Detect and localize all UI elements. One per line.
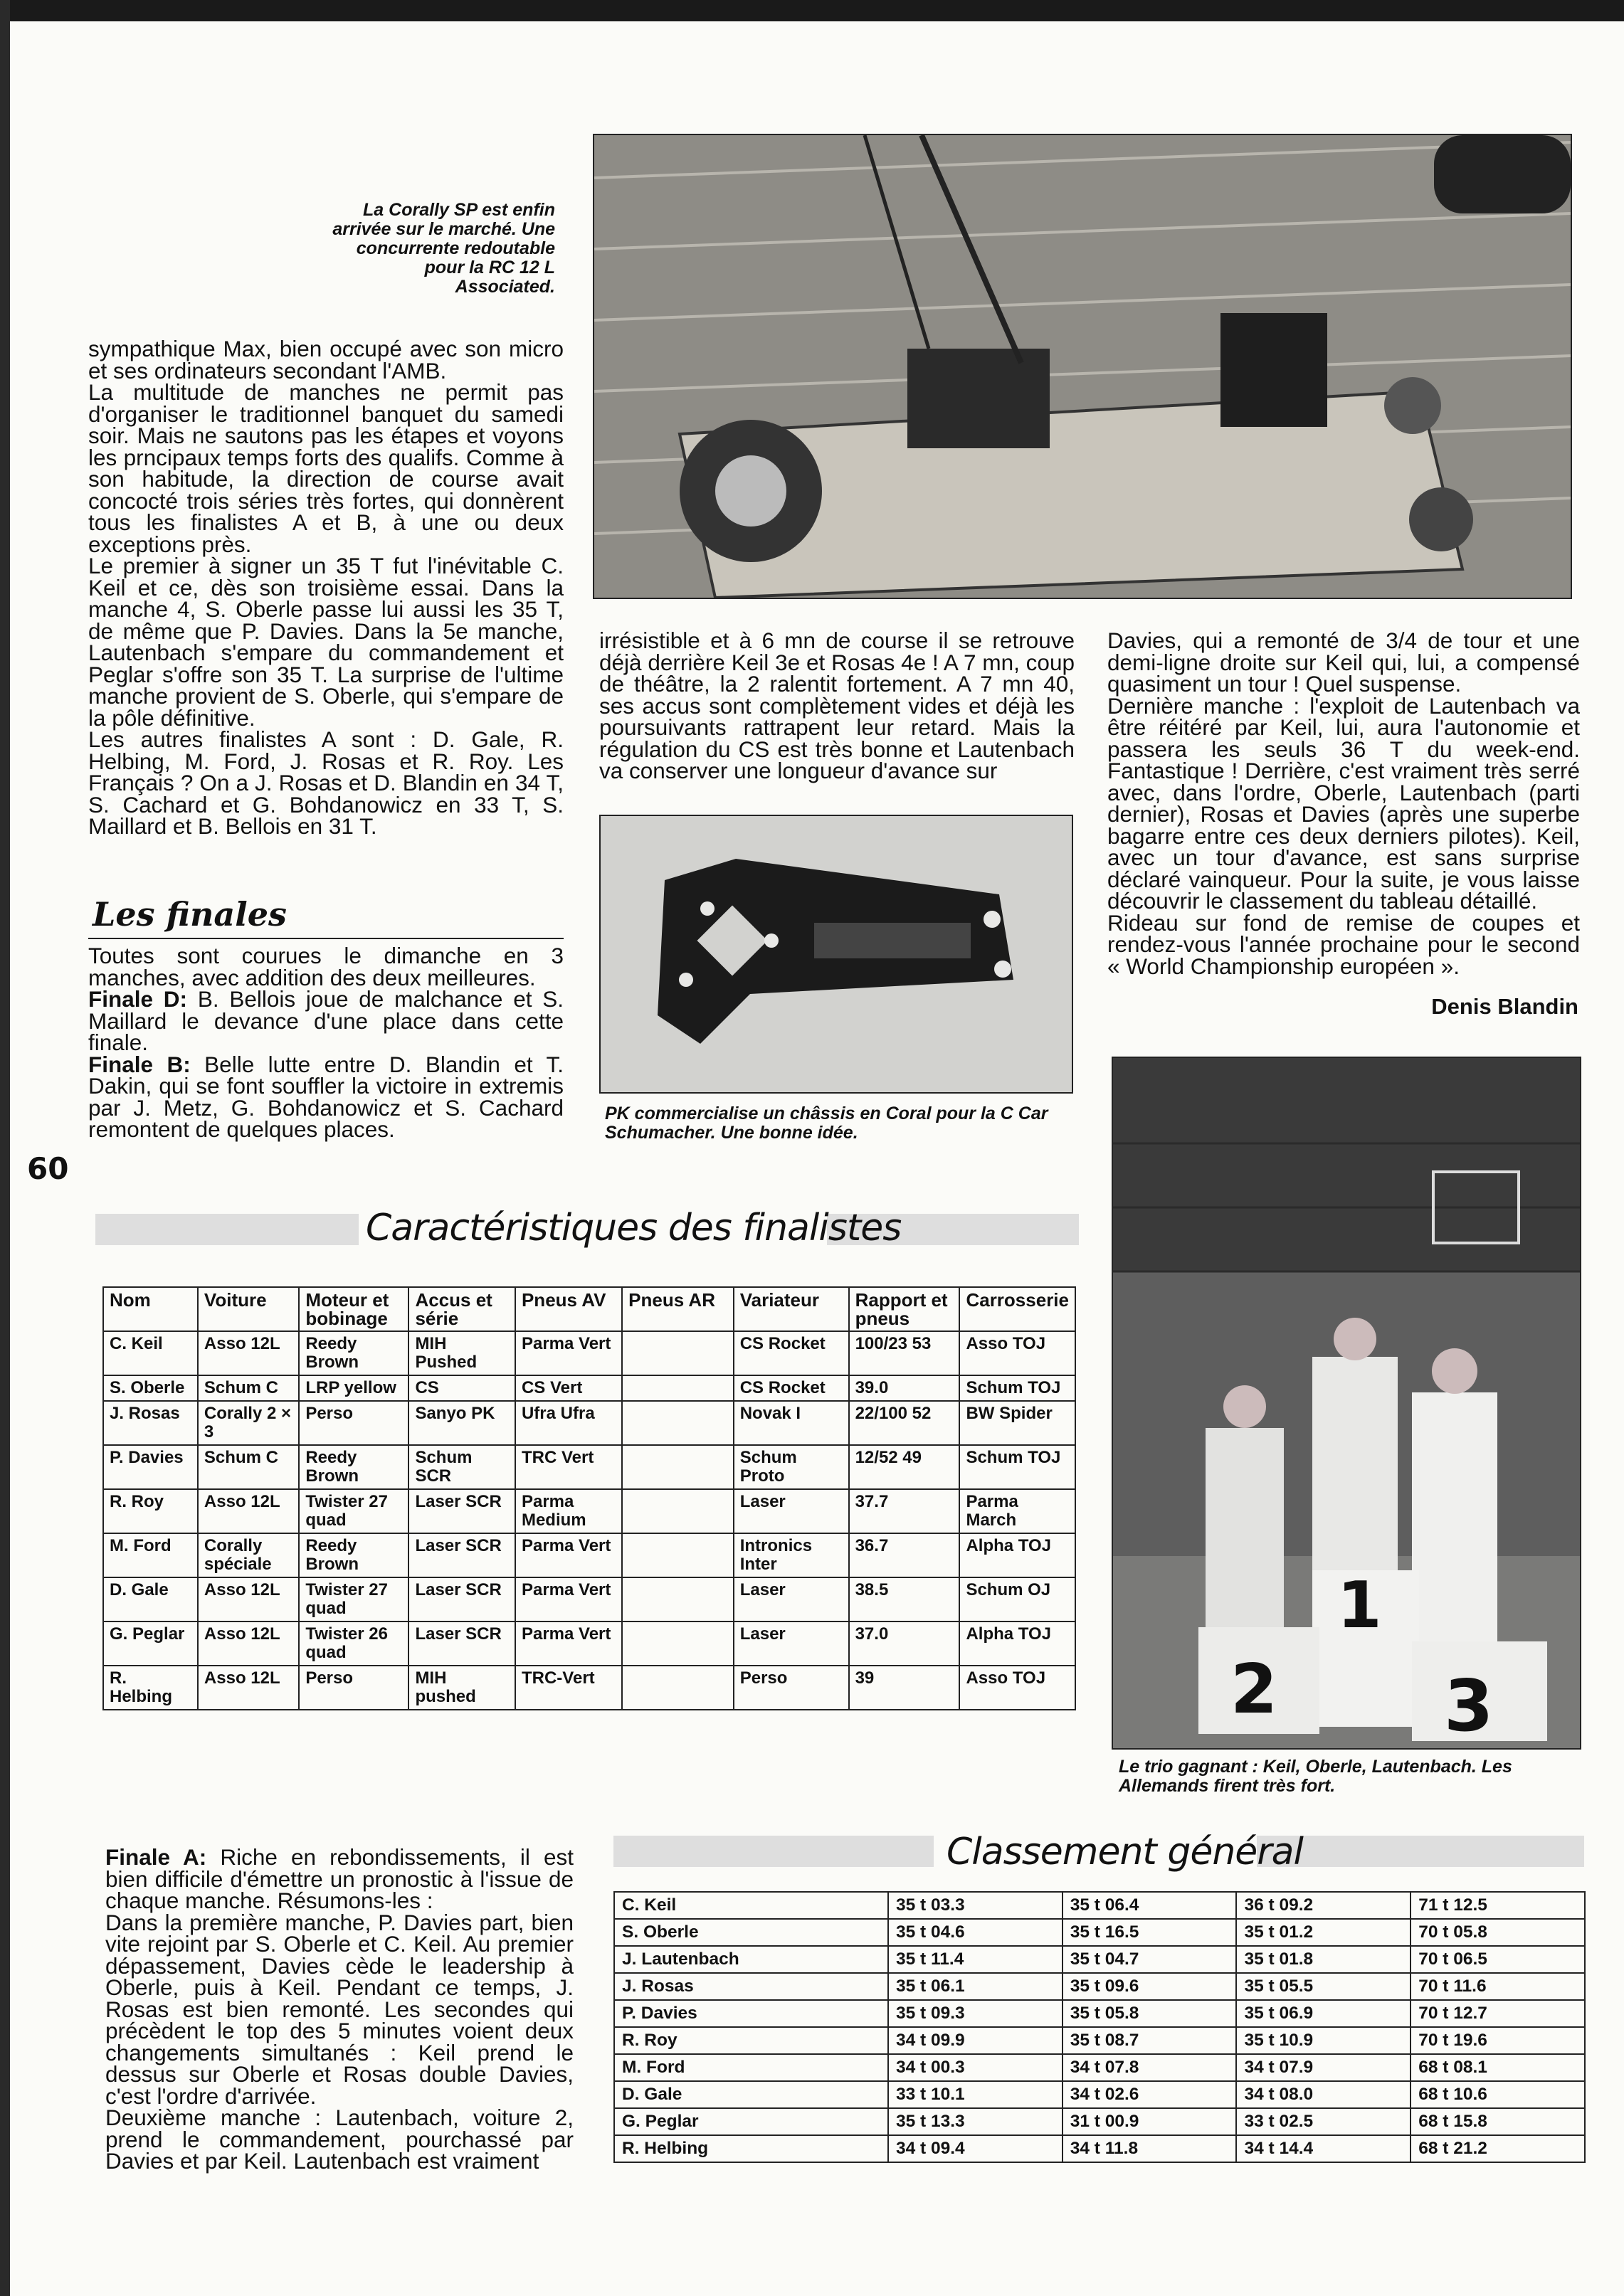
ranking-time: 34 t 11.8: [1063, 2135, 1237, 2162]
table-cell: MIH Pushed: [408, 1331, 515, 1375]
ranking-time: 34 t 09.9: [888, 2027, 1063, 2054]
ranking-driver: J. Lautenbach: [614, 1946, 888, 1973]
table-cell: 37.7: [849, 1489, 960, 1533]
ranking-time: 35 t 08.7: [1063, 2027, 1237, 2054]
table-cell: Parma Vert: [515, 1622, 622, 1666]
table-cell: Laser SCR: [408, 1489, 515, 1533]
table-row: [103, 1622, 1075, 1666]
table-cell: [622, 1401, 734, 1445]
table-cell: Corally 2 × 3: [198, 1401, 299, 1445]
table-cell: [622, 1489, 734, 1533]
table-cell: CS Rocket: [734, 1331, 849, 1375]
table-cell: Schum C: [198, 1375, 299, 1401]
podium-illustration: [1113, 1058, 1580, 1748]
ranking-time: 35 t 16.5: [1063, 1919, 1237, 1946]
ranking-time: 34 t 14.4: [1236, 2135, 1411, 2162]
ranking-row: [614, 2027, 1585, 2054]
ranking-time: 35 t 03.3: [888, 1892, 1063, 1919]
ranking-row: [614, 2000, 1585, 2027]
column-header: Voiture: [198, 1287, 299, 1331]
table-cell: Alpha TOJ: [959, 1622, 1075, 1666]
ranking-time: 68 t 15.8: [1411, 2108, 1585, 2135]
table-cell: Sanyo PK: [408, 1401, 515, 1445]
table-cell: 12/52 49: [849, 1445, 960, 1489]
photo-pk-chassis: [599, 815, 1073, 1094]
paragraph: [88, 988, 564, 1054]
table-cell: Twister 27 quad: [299, 1489, 408, 1533]
ranking-time: 35 t 09.6: [1063, 1973, 1237, 2000]
ranking-time: 70 t 12.7: [1411, 2000, 1585, 2027]
table-cell: M. Ford: [103, 1533, 198, 1577]
chassis-illustration: [601, 816, 1072, 1092]
scan-top-border: [0, 0, 1624, 21]
finale-a-column: [105, 1846, 574, 2172]
table-cell: Asso 12L: [198, 1577, 299, 1622]
table-cell: Laser: [734, 1577, 849, 1622]
article-column-2: [599, 630, 1075, 782]
finale-a-text: Riche en rebondissements, il est bien difficile d'émettre un pronostic à l'issue de chaque manche. Résumons-les :: [105, 1844, 574, 1913]
specs-title-band-left: [95, 1214, 359, 1245]
table-cell: Parma Medium: [515, 1489, 622, 1533]
table-cell: Laser: [734, 1622, 849, 1666]
ranking-row: [614, 2135, 1585, 2162]
ranking-time: 35 t 11.4: [888, 1946, 1063, 1973]
table-cell: Alpha TOJ: [959, 1533, 1075, 1577]
column-header: Variateur: [734, 1287, 849, 1331]
ranking-time: 35 t 06.4: [1063, 1892, 1237, 1919]
ranking-title: Classement général: [947, 1831, 1303, 1873]
ranking-row: [614, 2054, 1585, 2081]
paragraph: [105, 1846, 574, 1912]
ranking-time: 71 t 12.5: [1411, 1892, 1585, 1919]
caption-corally-car: La Corally SP est enfin arrivée sur le marché. Une concurrente redoutable pour la RC 12 L Associated.: [332, 200, 555, 297]
column-header: Carrosserie: [959, 1287, 1075, 1331]
table-cell: Asso TOJ: [959, 1666, 1075, 1710]
page-number: 60: [27, 1151, 69, 1186]
ranking-time: 35 t 04.7: [1063, 1946, 1237, 1973]
ranking-time: 35 t 06.9: [1236, 2000, 1411, 2027]
column-header: Nom: [103, 1287, 198, 1331]
paragraph: Le premier à signer un 35 T fut l'inévitable C. Keil et ce, dès son troisième essai. Dans la manche 4, S. Oberle passe lui aussi les 35 T, de même que P. Davies. Dans la 5e manche, Lautenbach s'empare du commandement et Peglar s'offre son 35 T. La surprise de l'ultime manche provient de S. Oberle, qui s'empare de la pôle définitive.: [88, 553, 564, 731]
ranking-driver: P. Davies: [614, 2000, 888, 2027]
table-cell: Laser SCR: [408, 1577, 515, 1622]
ranking-time: 35 t 05.5: [1236, 1973, 1411, 2000]
table-cell: 100/23 53: [849, 1331, 960, 1375]
table-cell: TRC Vert: [515, 1445, 622, 1489]
column-header: Pneus AR: [622, 1287, 734, 1331]
table-cell: Asso 12L: [198, 1666, 299, 1710]
ranking-time: 70 t 19.6: [1411, 2027, 1585, 2054]
table-cell: BW Spider: [959, 1401, 1075, 1445]
ranking-driver: R. Helbing: [614, 2135, 888, 2162]
ranking-time: 70 t 11.6: [1411, 1973, 1585, 2000]
ranking-time: 35 t 10.9: [1236, 2027, 1411, 2054]
table-cell: Schum TOJ: [959, 1375, 1075, 1401]
ranking-time: 34 t 07.9: [1236, 2054, 1411, 2081]
ranking-time: 35 t 01.2: [1236, 1919, 1411, 1946]
table-cell: [622, 1577, 734, 1622]
ranking-time: 35 t 13.3: [888, 2108, 1063, 2135]
table-cell: Parma Vert: [515, 1577, 622, 1622]
ranking-table-body: [614, 1892, 1585, 2162]
car-illustration: [594, 135, 1571, 598]
specs-table-body: [103, 1331, 1075, 1710]
table-cell: Parma Vert: [515, 1533, 622, 1577]
scan-left-border: [0, 0, 10, 2296]
ranking-time: 68 t 08.1: [1411, 2054, 1585, 2081]
table-cell: [622, 1666, 734, 1710]
table-cell: Corally spéciale: [198, 1533, 299, 1577]
table-cell: LRP yellow: [299, 1375, 408, 1401]
specs-title: Caractéristiques des finalistes: [366, 1207, 902, 1249]
podium-number-3: 3: [1444, 1664, 1494, 1747]
podium-number-1: 1: [1337, 1568, 1382, 1643]
column-header: Accus et série: [408, 1287, 515, 1331]
table-cell: Reedy Brown: [299, 1445, 408, 1489]
author-signature: Denis Blandin: [1431, 994, 1578, 1019]
ranking-driver: S. Oberle: [614, 1919, 888, 1946]
table-cell: S. Oberle: [103, 1375, 198, 1401]
ranking-row: [614, 1892, 1585, 1919]
table-cell: Twister 26 quad: [299, 1622, 408, 1666]
ranking-time: 68 t 10.6: [1411, 2081, 1585, 2108]
table-cell: 37.0: [849, 1622, 960, 1666]
table-row: [103, 1533, 1075, 1577]
ranking-time: 31 t 00.9: [1063, 2108, 1237, 2135]
finale-d-label: Finale D:: [88, 986, 188, 1012]
ranking-time: 35 t 06.1: [888, 1973, 1063, 2000]
table-cell: CS: [408, 1375, 515, 1401]
ranking-time: 36 t 09.2: [1236, 1892, 1411, 1919]
ranking-driver: R. Roy: [614, 2027, 888, 2054]
table-cell: Perso: [734, 1666, 849, 1710]
article-column-1: [88, 338, 564, 837]
table-cell: Reedy Brown: [299, 1331, 408, 1375]
column-header: Moteur et bobinage: [299, 1287, 408, 1331]
table-cell: Twister 27 quad: [299, 1577, 408, 1622]
ranking-time: 70 t 05.8: [1411, 1919, 1585, 1946]
ranking-time: 34 t 07.8: [1063, 2054, 1237, 2081]
table-row: [103, 1331, 1075, 1375]
ranking-time: 35 t 05.8: [1063, 2000, 1237, 2027]
table-cell: 22/100 52: [849, 1401, 960, 1445]
table-cell: MIH pushed: [408, 1666, 515, 1710]
table-cell: Schum Proto: [734, 1445, 849, 1489]
paragraph: sympathique Max, bien occupé avec son micro et ses ordinateurs secondant l'AMB.: [88, 336, 564, 383]
specs-table: [102, 1286, 1076, 1710]
ranking-row: [614, 1973, 1585, 2000]
ranking-time: 33 t 02.5: [1236, 2108, 1411, 2135]
podium-number-2: 2: [1230, 1651, 1278, 1729]
caption-pk-chassis: PK commercialise un châssis en Coral pour la C Car Schumacher. Une bonne idée.: [605, 1104, 1048, 1143]
ranking-driver: J. Rosas: [614, 1973, 888, 2000]
finale-b-text: Belle lutte entre D. Blandin et T. Dakin, qui se font souffler la victoire in extremis par J. Metz, G. Bohdanowicz et S. Cachard remontent de quelques places.: [88, 1051, 564, 1142]
table-row: [103, 1445, 1075, 1489]
table-cell: Parma Vert: [515, 1331, 622, 1375]
table-cell: CS Rocket: [734, 1375, 849, 1401]
table-cell: Novak I: [734, 1401, 849, 1445]
table-cell: TRC-Vert: [515, 1666, 622, 1710]
paragraph: irrésistible et à 6 mn de course il se retrouve déjà derrière Keil 3e et Rosas 4e ! A 7 mn, coup de théâtre, la 2 ralentit fortement. A 7 mn 40, ses accus sont complètement vides et déjà les poursuivants rattrapent leur retard. Mais la régulation du CS est très bonne et Lautenbach va conserver une longueur d'avance sur: [599, 628, 1075, 783]
ranking-row: [614, 1946, 1585, 1973]
table-cell: Asso 12L: [198, 1622, 299, 1666]
ranking-time: 35 t 04.6: [888, 1919, 1063, 1946]
finale-b-label: Finale B:: [88, 1051, 191, 1077]
ranking-row: [614, 2081, 1585, 2108]
ranking-title-band-right: [1257, 1836, 1584, 1867]
table-cell: Parma March: [959, 1489, 1075, 1533]
table-cell: Asso 12L: [198, 1489, 299, 1533]
ranking-time: 34 t 08.0: [1236, 2081, 1411, 2108]
ranking-row: [614, 2108, 1585, 2135]
table-cell: [622, 1445, 734, 1489]
table-cell: Perso: [299, 1666, 408, 1710]
paragraph: Rideau sur fond de remise de coupes et rendez-vous l'année prochaine pour le second « World Championship européen ».: [1107, 909, 1580, 979]
table-row: [103, 1375, 1075, 1401]
ranking-time: 34 t 09.4: [888, 2135, 1063, 2162]
ranking-driver: D. Gale: [614, 2081, 888, 2108]
heading-rule: [88, 938, 564, 939]
table-cell: 39.0: [849, 1375, 960, 1401]
paragraph: La multitude de manches ne permit pas d'organiser le traditionnel banquet du samedi soir. Mais ne sautons pas les étapes et voyons les prncipaux temps forts des qualifs. Comme à son habitude, la direction de course avait concocté trois séries très fortes, qui donnèrent tous les finalistes A et B, à une ou deux exceptions près.: [88, 379, 564, 557]
table-cell: Laser SCR: [408, 1533, 515, 1577]
table-cell: 36.7: [849, 1533, 960, 1577]
table-cell: J. Rosas: [103, 1401, 198, 1445]
table-cell: [622, 1533, 734, 1577]
ranking-time: 34 t 00.3: [888, 2054, 1063, 2081]
table-cell: R. Helbing: [103, 1666, 198, 1710]
ranking-time: 34 t 02.6: [1063, 2081, 1237, 2108]
paragraph: Toutes sont courues le dimanche en 3 manches, avec addition des deux meilleures.: [88, 943, 564, 990]
table-row: [103, 1401, 1075, 1445]
table-cell: Laser: [734, 1489, 849, 1533]
section-heading-finales: Les finales: [93, 895, 287, 933]
finale-d-text: B. Bellois joue de malchance et S. Maillard le devance d'une place dans cette finale.: [88, 986, 564, 1055]
ranking-time: 33 t 10.1: [888, 2081, 1063, 2108]
ranking-driver: G. Peglar: [614, 2108, 888, 2135]
ranking-time: 68 t 21.2: [1411, 2135, 1585, 2162]
ranking-row: [614, 1919, 1585, 1946]
table-cell: Schum C: [198, 1445, 299, 1489]
table-cell: C. Keil: [103, 1331, 198, 1375]
paragraph: Les autres finalistes A sont : D. Gale, R. Helbing, M. Ford, J. Rosas et R. Roy. Les Français ? On a J. Rosas et D. Blandin en 34 T, S. Cachard et G. Bohdanowicz en 33 T, S. Maillard et B. Bellois en 31 T.: [88, 726, 564, 839]
table-cell: Schum SCR: [408, 1445, 515, 1489]
ranking-driver: C. Keil: [614, 1892, 888, 1919]
table-cell: D. Gale: [103, 1577, 198, 1622]
table-row: [103, 1577, 1075, 1622]
table-cell: G. Peglar: [103, 1622, 198, 1666]
table-header-row: [103, 1287, 1075, 1331]
ranking-title-band-left: [613, 1836, 934, 1867]
table-cell: 39: [849, 1666, 960, 1710]
table-cell: Perso: [299, 1401, 408, 1445]
column-header: Rapport et pneus: [849, 1287, 960, 1331]
table-cell: Asso 12L: [198, 1331, 299, 1375]
table-cell: [622, 1331, 734, 1375]
paragraph: Davies, qui a remonté de 3/4 de tour et une demi-ligne droite sur Keil qui, lui, a compensé quasiment un tour ! Quel suspense.: [1107, 628, 1580, 697]
table-cell: [622, 1375, 734, 1401]
table-cell: Ufra Ufra: [515, 1401, 622, 1445]
table-row: [103, 1666, 1075, 1710]
table-cell: P. Davies: [103, 1445, 198, 1489]
table-cell: Schum OJ: [959, 1577, 1075, 1622]
table-cell: Reedy Brown: [299, 1533, 408, 1577]
table-cell: Intronics Inter: [734, 1533, 849, 1577]
paragraph: Dernière manche : l'exploit de Lautenbach va être réitéré par Keil, lui, aura l'autonomie et passera les seuls 36 T du week-end. Fantastique ! Derrière, c'est vraiment très serré avec, dans l'ordre, Oberle, Lautenbach (parti dernier), Rosas et Davies (après une superbe bagarre entre ces deux derniers pilotes). Keil, avec un tour d'avance, est sans surprise déclaré vainqueur. Pour la suite, je vous laisse découvrir le classement du tableau détaillé.: [1107, 692, 1580, 914]
paragraph: [88, 1051, 564, 1142]
column-header: Pneus AV: [515, 1287, 622, 1331]
ranking-driver: M. Ford: [614, 2054, 888, 2081]
caption-podium: Le trio gagnant : Keil, Oberle, Lautenbach. Les Allemands firent très fort.: [1119, 1757, 1512, 1796]
ranking-time: 35 t 09.3: [888, 2000, 1063, 2027]
table-row: [103, 1489, 1075, 1533]
table-cell: 38.5: [849, 1577, 960, 1622]
table-cell: Schum TOJ: [959, 1445, 1075, 1489]
table-cell: R. Roy: [103, 1489, 198, 1533]
paragraph: Dans la première manche, P. Davies part, bien vite rejoint par S. Oberle et C. Keil. Au premier dépassement, Davies cède le leadership à Oberle, puis à Keil. Pendant ce temps, J. Rosas est bien remonté. Les secondes qui précèdent le top des 5 minutes voient deux changements simultanés : Keil prend le dessus sur Oberle et Rosas double Davies, c'est l'ordre d'arrivée.: [105, 1909, 574, 2109]
table-cell: Laser SCR: [408, 1622, 515, 1666]
table-cell: Asso TOJ: [959, 1331, 1075, 1375]
photo-podium: [1112, 1057, 1581, 1750]
finales-column: [88, 945, 564, 1141]
finale-a-label: Finale A:: [105, 1844, 207, 1870]
article-column-3: [1107, 630, 1580, 977]
paragraph: Deuxième manche : Lautenbach, voiture 2, prend le commandement, pourchassé par Davies et par Keil. Lautenbach est vraiment: [105, 2105, 574, 2174]
ranking-time: 70 t 06.5: [1411, 1946, 1585, 1973]
table-cell: CS Vert: [515, 1375, 622, 1401]
photo-corally-car: [593, 134, 1572, 599]
ranking-time: 35 t 01.8: [1236, 1946, 1411, 1973]
ranking-table: [613, 1891, 1586, 2163]
table-cell: [622, 1622, 734, 1666]
